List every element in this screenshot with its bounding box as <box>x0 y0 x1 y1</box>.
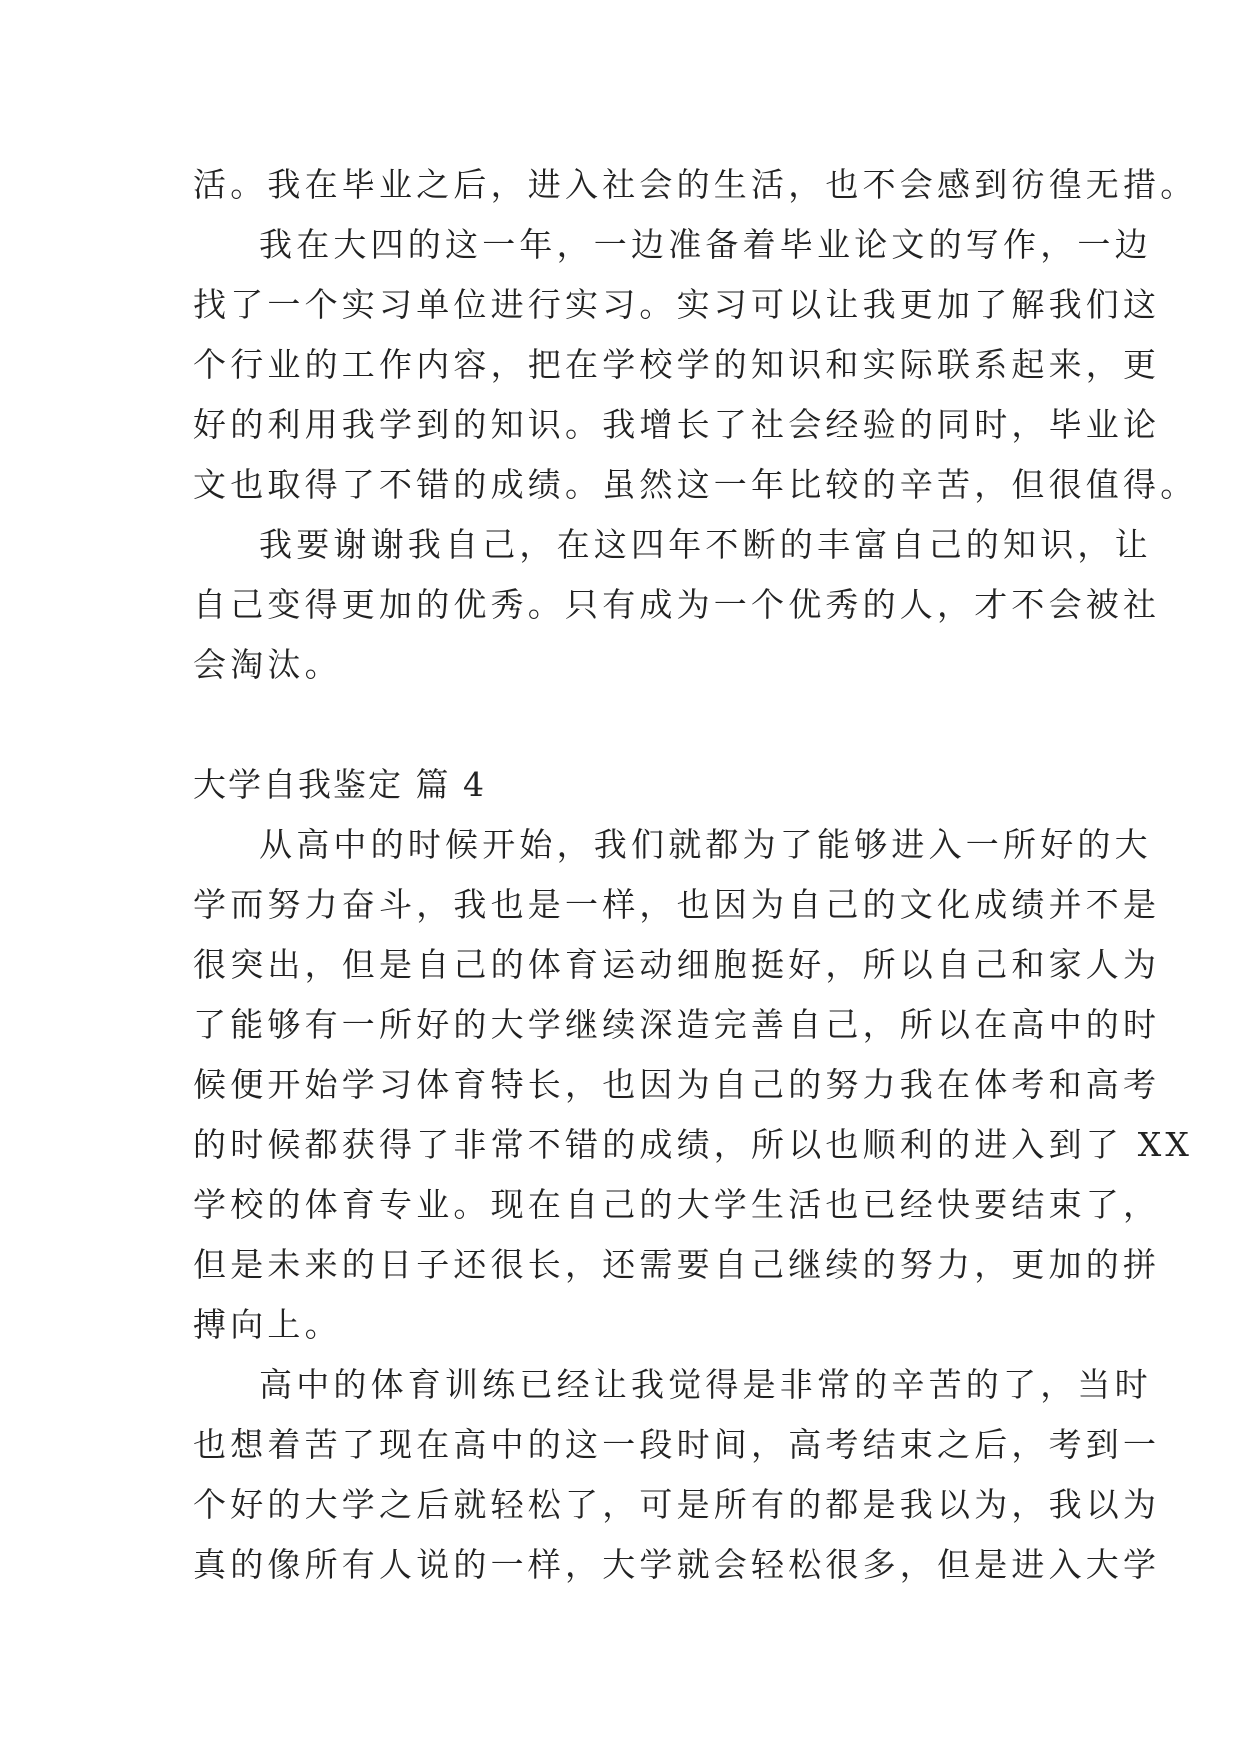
text-line: 真的像所有人说的一样，大学就会轻松很多，但是进入大学 <box>193 1545 1161 1584</box>
text-line: 我要谢谢我自己，在这四年不断的丰富自己的知识，让 <box>259 525 1152 564</box>
text-line: 自己变得更加的优秀。只有成为一个优秀的人，才不会被社 <box>193 585 1161 624</box>
paragraph <box>193 815 1194 1355</box>
text-line: 个好的大学之后就轻松了，可是所有的都是我以为，我以为 <box>193 1485 1161 1524</box>
text-line: 找了一个实习单位进行实习。实习可以让我更加了解我们这 <box>193 285 1161 324</box>
text-line: 也想着苦了现在高中的这一段时间，高考结束之后，考到一 <box>193 1425 1161 1464</box>
section-heading: 大学自我鉴定 篇 4 <box>193 765 486 804</box>
document-body <box>193 155 1198 1595</box>
text-line: 会淘汰。 <box>193 645 342 684</box>
text-line: 高中的体育训练已经让我觉得是非常的辛苦的了，当时 <box>259 1365 1152 1404</box>
text-line: 学校的体育专业。现在自己的大学生活也已经快要结束了， <box>193 1185 1161 1224</box>
text-line: 学而努力奋斗，我也是一样，也因为自己的文化成绩并不是 <box>193 885 1161 924</box>
text-line: 的时候都获得了非常不错的成绩，所以也顺利的进入到了 XX <box>193 1125 1194 1164</box>
paragraph <box>193 155 1198 215</box>
paragraph <box>193 515 1161 695</box>
text-line: 个行业的工作内容，把在学校学的知识和实际联系起来，更 <box>193 345 1161 384</box>
text-line: 搏向上。 <box>193 1305 342 1344</box>
section-spacer <box>193 695 1053 755</box>
paragraph <box>193 1355 1161 1595</box>
text-line: 从高中的时候开始，我们就都为了能够进入一所好的大 <box>259 825 1152 864</box>
text-line: 了能够有一所好的大学继续深造完善自己，所以在高中的时 <box>193 1005 1161 1044</box>
paragraph <box>193 215 1198 515</box>
text-line: 但是未来的日子还很长，还需要自己继续的努力，更加的拼 <box>193 1245 1161 1284</box>
text-line: 好的利用我学到的知识。我增长了社会经验的同时，毕业论 <box>193 405 1161 444</box>
text-line: 我在大四的这一年，一边准备着毕业论文的写作，一边 <box>259 225 1152 264</box>
text-line: 候便开始学习体育特长，也因为自己的努力我在体考和高考 <box>193 1065 1161 1104</box>
text-line: 文也取得了不错的成绩。虽然这一年比较的辛苦，但很值得。 <box>193 465 1198 504</box>
text-line: 活。我在毕业之后，进入社会的生活，也不会感到彷徨无措。 <box>193 165 1198 204</box>
text-line: 很突出，但是自己的体育运动细胞挺好，所以自己和家人为 <box>193 945 1161 984</box>
